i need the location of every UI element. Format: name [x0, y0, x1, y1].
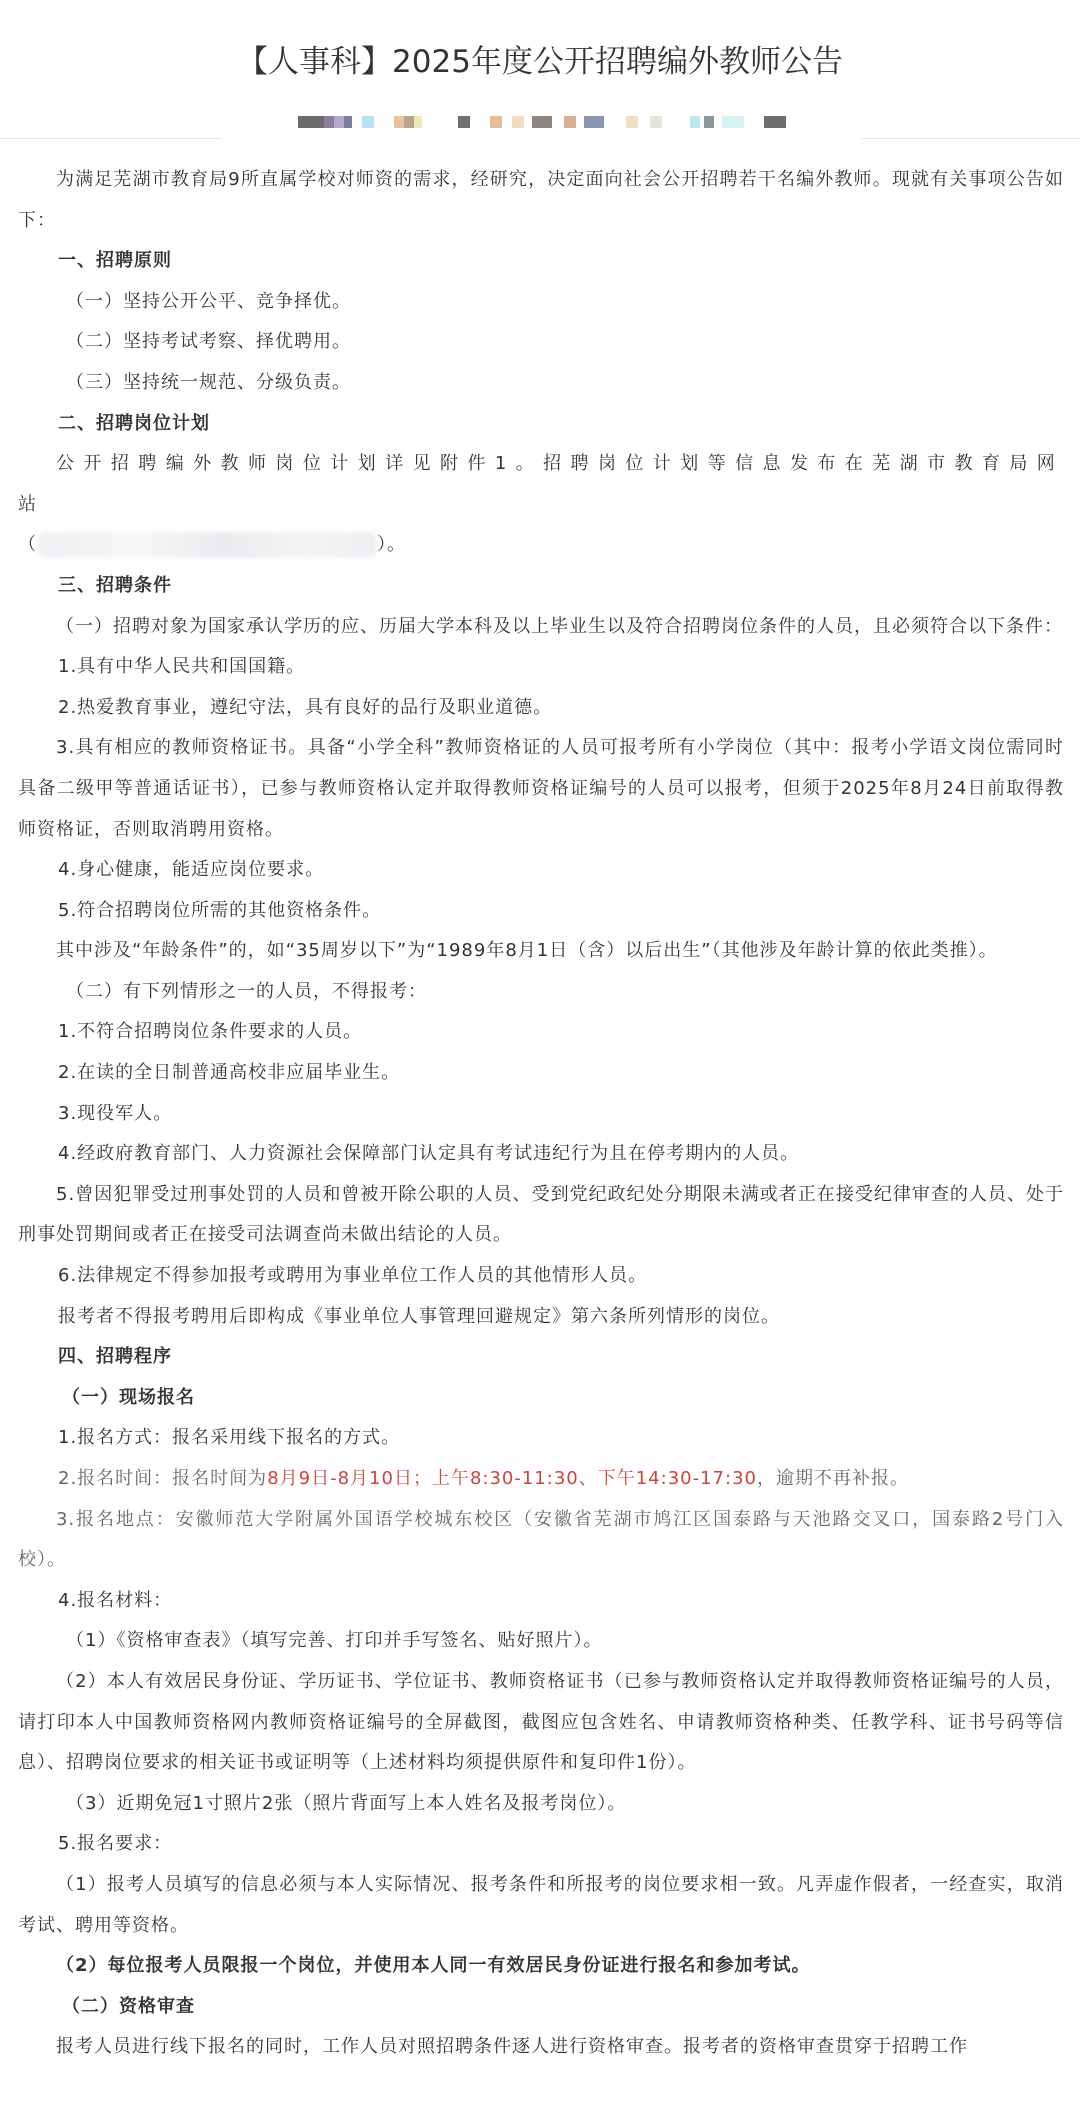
registration-time-note: ，逾期不再补报。	[756, 1468, 909, 1489]
article-body	[18, 160, 1064, 2068]
exclusion-4: 4.经政府教育部门、人力资源社会保障部门认定具有考试违纪行为且在停考期内的人员。	[58, 1143, 800, 1165]
section-heading-2: 二、招聘岗位计划	[58, 412, 210, 434]
age-note: 其中涉及“年龄条件”的，如“35周岁以下”为“1989年8月1日（含）以后出生”（其他涉及年龄计算的依此类推）。	[56, 940, 998, 962]
condition-intro: （一）招聘对象为国家承认学历的应、历届大学本科及以上毕业生以及符合招聘岗位条件的人员，且必须符合以下条件：	[56, 615, 1063, 637]
section-heading-3: 三、招聘条件	[58, 574, 172, 596]
registration-time	[18, 1459, 1064, 1500]
exclusion-3: 3.现役军人。	[58, 1102, 173, 1124]
material-1: （1）《资格审查表》（填写完善、打印并手写签名、贴好照片）。	[66, 1630, 603, 1652]
intro-paragraph: 为满足芜湖市教育局9所直属学校对师资的需求，经研究，决定面向社会公开招聘若干名编外教师。现就有关事项公告如下：	[18, 169, 1064, 231]
principle-3: （三）坚持统一规范、分级负责。	[66, 371, 351, 393]
paren-close: ）。	[377, 534, 406, 556]
exclusion-6: 6.法律规定不得参加报考或聘用为事业单位工作人员的其他情形人员。	[58, 1265, 648, 1287]
avoidance-note: 报考者不得报考聘用后即构成《事业单位人事管理回避规定》第六条所列情形的岗位。	[58, 1305, 780, 1327]
condition-1: 1.具有中华人民共和国国籍。	[58, 656, 306, 678]
principle-1: （一）坚持公开公平、竞争择优。	[66, 290, 351, 312]
requirement-1: （1）报考人员填写的信息必须与本人实际情况、报考条件和所报考的岗位要求相一致。凡弄虚作假者，一经查实，取消考试、聘用等资格。	[18, 1873, 1064, 1936]
redacted-meta-bar	[0, 116, 1080, 128]
exclusion-intro: （二）有下列情形之一的人员，不得报考：	[66, 980, 427, 1002]
condition-2: 2.热爱教育事业，遵纪守法，具有良好的品行及职业道德。	[58, 696, 553, 718]
subsection-onsite-registration: （一）现场报名	[62, 1386, 195, 1408]
registration-time-value: 8月9日-8月10日；上午8:30-11:30、下午14:30-17:30	[267, 1468, 757, 1489]
section-heading-4: 四、招聘程序	[58, 1346, 172, 1368]
registration-method: 1.报名方式：报名采用线下报名的方式。	[58, 1427, 401, 1449]
section-heading-1: 一、招聘原则	[58, 250, 172, 272]
principle-2: （二）坚持考试考察、择优聘用。	[66, 331, 351, 353]
registration-location: 3.报名地点：安徽师范大学附属外国语学校城东校区（安徽省芜湖市鸠江区国泰路与天池路交叉口，国泰路2号门入校）。	[18, 1508, 1064, 1571]
exclusion-1: 1.不符合招聘岗位条件要求的人员。	[58, 1021, 363, 1043]
registration-materials: 4.报名材料：	[58, 1589, 173, 1611]
page-title: 【人事科】2025年度公开招聘编外教师公告	[237, 44, 843, 80]
condition-4: 4.身心健康，能适应岗位要求。	[58, 859, 325, 881]
condition-3: 3.具有相应的教师资格证书。具备“小学全科”教师资格证的人员可报考所有小学岗位（其中：报考小学语文岗位需同时具备二级甲等普通话证书），已参与教师资格认定并取得教师资格证编号的人员可以报考，但须于2025年8月24日前取得教师资格证，否则取消聘用资格。	[18, 737, 1064, 840]
material-2: （2）本人有效居民身份证、学历证书、学位证书、教师资格证书（已参与教师资格认定并取得教师资格证编号的人员，请打印本人中国教师资格网内教师资格证编号的全屏截图，截图应包含姓名、申请教师资格种类、任教学科、证书号码等信息）、招聘岗位要求的相关证书或证明等（上述材料均须提供原件和复印件1份）。	[18, 1670, 1064, 1774]
material-3: （3）近期免冠1寸照片2张（照片背面写上本人姓名及报考岗位）。	[66, 1792, 627, 1814]
paren-open: （	[18, 534, 37, 556]
positions-paragraph: 公开招聘编外教师岗位计划详见附件1。招聘岗位计划等信息发布在芜湖市教育局网站	[18, 453, 1064, 515]
registration-time-label: 2.报名时间：报名时间为	[58, 1468, 268, 1489]
requirement-2: （2）每位报考人员限报一个岗位，并使用本人同一有效居民身份证进行报名和参加考试。	[56, 1955, 811, 1977]
redacted-website-link[interactable]	[37, 532, 377, 558]
subsection-qualification-review: （二）资格审查	[62, 1995, 195, 2017]
exclusion-2: 2.在读的全日制普通高校非应届毕业生。	[58, 1062, 401, 1084]
registration-requirements: 5.报名要求：	[58, 1833, 173, 1855]
positions-link-line	[18, 525, 1064, 566]
condition-5: 5.符合招聘岗位所需的其他资格条件。	[58, 899, 382, 921]
qualification-review-paragraph: 报考人员进行线下报名的同时，工作人员对照招聘条件逐人进行资格审查。报考者的资格审查贯穿于招聘工作	[56, 2036, 968, 2058]
exclusion-5: 5.曾因犯罪受过刑事处罚的人员和曾被开除公职的人员、受到党纪政纪处分期限未满或者正在接受纪律审查的人员、处于刑事处罚期间或者正在接受司法调查尚未做出结论的人员。	[18, 1183, 1064, 1246]
